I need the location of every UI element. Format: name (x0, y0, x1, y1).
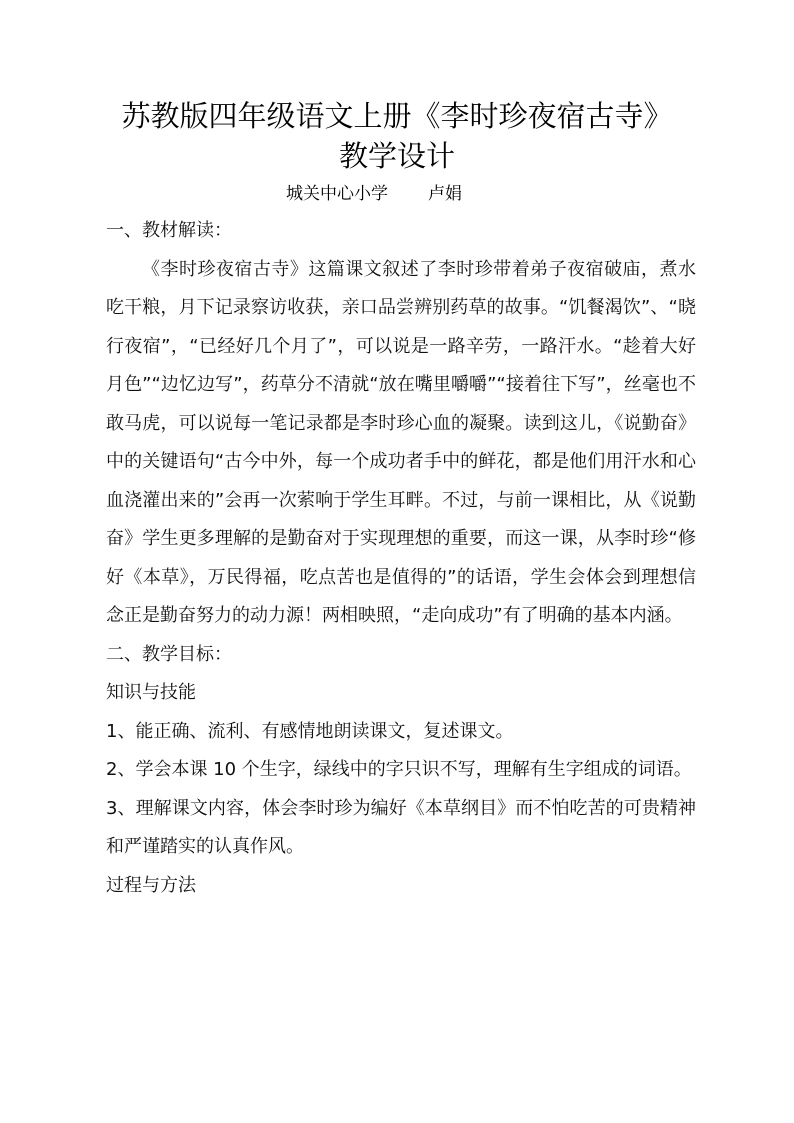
school-name: 城关中心小学 (286, 184, 388, 204)
subheading-knowledge-skills: 知识与技能 (106, 682, 196, 703)
document-body (106, 212, 696, 905)
document-subtitle: 教学设计 (338, 139, 455, 173)
author-line (286, 180, 462, 208)
objective-item-1: 1、能正确、流利、有感情地朗读课文，复述课文。 (106, 720, 514, 742)
subheading-process-methods: 过程与方法 (106, 874, 196, 896)
objective-item-2: 2、学会本课 10 个生字，绿线中的字只识不写，理解有生字组成的词语。 (106, 759, 692, 780)
textbook-analysis-paragraph: 《李时珍夜宿古寺》这篇课文叙述了李时珍带着弟子夜宿破庙，煮水吃干粮，月下记录察访收获，亲口品尝辨别药草的故事。“饥餐渴饮”、“晓行夜宿”，“已经好几个月了”，可以说是一路辛劳，一路汗水。“趁着大好月色”“边忆边写”，药草分不清就“放在嘴里嚼嚼”“接着往下写”，丝毫也不敢马虎，可以说每一笔记录都是李时珍心血的凝聚。读到这儿，《说勤奋》中的关键语句“古今中外，每一个成功者手中的鲜花，都是他们用汗水和心血浇灌出来的”会再一次萦响于学生耳畔。不过，与前一课相比，从《说勤奋》学生更多理解的是勤奋对于实现理想的重要，而这一课，从李时珍“修好《本草》，万民得福，吃点苦也是值得的”的话语，学生会体会到理想信念正是勤奋努力的动力源！两相映照，“走向成功”有了明确的基本内涵。 (106, 258, 696, 626)
objective-item-3: 3、理解课文内容，体会李时珍为编好《本草纲目》而不怕吃苦的可贵精神和严谨踏实的认真作风。 (106, 797, 696, 857)
section-heading-textbook: 一、教材解读： (106, 220, 232, 241)
section-heading-objectives: 二、教学目标： (106, 643, 232, 665)
author-name: 卢娟 (428, 184, 462, 204)
document-title: 苏教版四年级语文上册《李时珍夜宿古寺》 (121, 99, 673, 133)
